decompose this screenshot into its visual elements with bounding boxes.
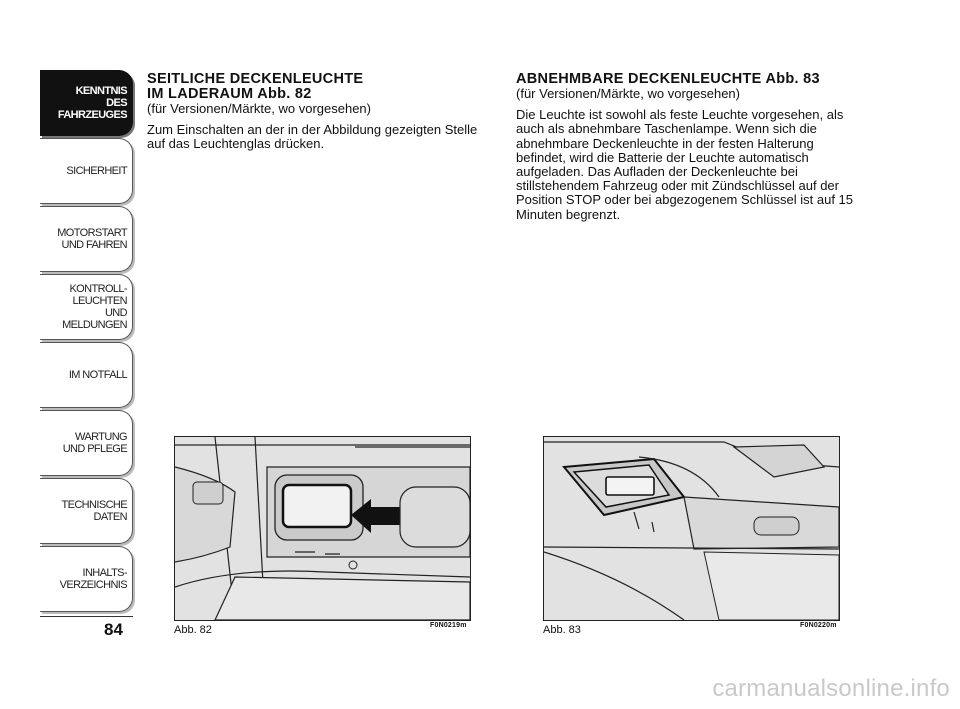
side-light-drawing (175, 437, 470, 620)
figure-82-illustration (174, 436, 471, 621)
tab-im-notfall[interactable]: IM NOTFALL (40, 342, 133, 408)
chapter-tabs (40, 70, 133, 614)
section-body: Zum Einschalten an der in der Abbildung gezeigten Stelle auf das Leuchtenglas drücken. (147, 122, 478, 152)
watermark: carmanualsonline.info (712, 675, 950, 702)
page-number: 84 (104, 620, 123, 639)
removable-light-drawing (544, 437, 839, 620)
tab-kontrollleuchten[interactable]: KONTROLL- LEUCHTEN UND MELDUNGEN (40, 274, 133, 340)
section-side-light (147, 72, 497, 152)
section-body: Die Leuchte ist sowohl als feste Leuchte vorgesehen, als auch als abnehmbare Taschenlampe. Wenn sich die abnehmbare Deckenleuchte in der festen Halterung befindet, wird die Batterie der Leuchte automatisch aufgeladen. Das Aufladen der Deckenleuchte bei stillstehendem Fahrzeug oder mit Zündschlüssel auf der Position STOP oder bei abgezogenem Schlüssel ist auf 15 Minuten begrenzt. (516, 107, 854, 222)
tab-kenntnis[interactable]: KENNTNIS DES FAHRZEUGES (40, 70, 133, 136)
figure-caption: Abb. 83 (543, 624, 581, 636)
section-note: (für Versionen/Märkte, wo vorgesehen) (516, 86, 740, 101)
figure-code: F0N0220m (800, 622, 837, 629)
figure-caption: Abb. 82 (174, 624, 212, 636)
section-title-line2: IM LADERAUM Abb. 82 (147, 86, 312, 102)
divider (40, 616, 133, 617)
tab-motorstart[interactable]: MOTORSTART UND FAHREN (40, 206, 133, 272)
section-note: (für Versionen/Märkte, wo vorgesehen) (147, 101, 371, 116)
tab-sicherheit[interactable]: SICHERHEIT (40, 138, 133, 204)
tab-wartung[interactable]: WARTUNG UND PFLEGE (40, 410, 133, 476)
tab-technische-daten[interactable]: TECHNISCHE DATEN (40, 478, 133, 544)
section-removable-light (516, 72, 861, 222)
section-title: ABNEHMBARE DECKENLEUCHTE Abb. 83 (516, 71, 820, 87)
figure-code: F0N0219m (430, 622, 467, 629)
tab-inhaltsverzeichnis[interactable]: INHALTS- VERZEICHNIS (40, 546, 133, 612)
section-title-line1: SEITLICHE DECKENLEUCHTE (147, 71, 364, 87)
figure-83-illustration (543, 436, 840, 621)
